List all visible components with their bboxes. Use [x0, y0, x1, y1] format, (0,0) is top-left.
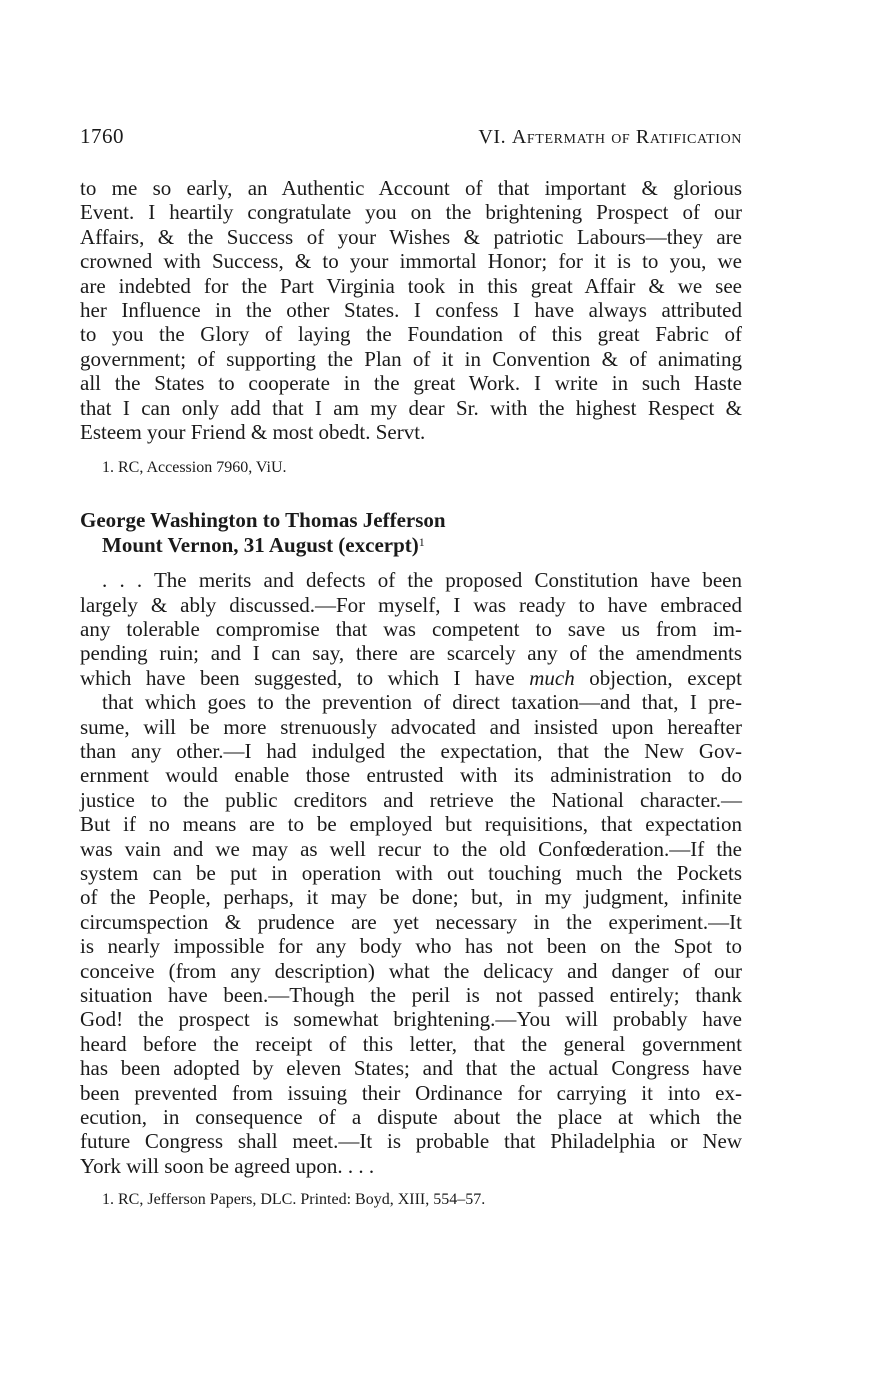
letter-2-heading-place-date [80, 533, 742, 558]
body-line: Esteem your Friend & most obedt. Servt. [80, 419, 426, 444]
letter-2-heading-place-date-text: Mount Vernon, 31 August (excerpt) [102, 533, 419, 558]
running-head [80, 124, 742, 158]
body-line: are indebted for the Part Virginia took in this great Affair & we see [80, 273, 742, 298]
body-line-text: which have been suggested, to which I have [80, 665, 530, 690]
body-line: than any other.—I had indulged the expectation, that the New Gov- [80, 739, 742, 764]
body-line: any tolerable compromise that was competent to save us from im- [80, 617, 742, 642]
body-line: was vain and we may as well recur to the old Confœderation.—If the [80, 836, 742, 861]
body-line: that which goes to the prevention of direct taxation—and that, I pre- [102, 690, 742, 715]
body-line: crowned with Success, & to your immortal Honor; for it is to you, we [80, 249, 742, 274]
letter-2-heading-title: George Washington to Thomas Jefferson [80, 508, 446, 533]
section-numeral: VI. [478, 126, 507, 148]
letter-1-body [80, 176, 742, 444]
letter-2-heading [80, 508, 742, 558]
body-line: is nearly impossible for any body who has not been on the Spot to [80, 934, 742, 959]
body-line: has been adopted by eleven States; and that the actual Congress have [80, 1056, 742, 1081]
body-line: sume, will be more strenuously advocated and insisted upon hereafter [80, 714, 742, 739]
body-line: government; of supporting the Plan of it in Convention & of animating [80, 346, 742, 371]
body-line: But if no means are to be employed but requisitions, that expectation [80, 812, 742, 837]
body-line: her Influence in the other States. I confess I have always attributed [80, 297, 742, 322]
body-line: to me so early, an Authentic Account of that important & glorious [80, 176, 742, 200]
body-line: ecution, in consequence of a dispute about the place at which the [80, 1104, 742, 1129]
letter-2-footnote: 1. RC, Jefferson Papers, DLC. Printed: Boyd, XIII, 554–57. [102, 1191, 486, 1209]
letter-2-body [80, 568, 742, 1178]
body-line: York will soon be agreed upon. . . . [80, 1153, 375, 1178]
body-line: . . . The merits and defects of the proposed Constitution have been [102, 568, 742, 593]
body-line: been prevented from issuing their Ordinance for carrying it into ex- [80, 1080, 742, 1105]
body-line-text: objection, except [574, 665, 742, 690]
body-line [80, 666, 742, 690]
body-line: God! the prospect is somewhat brightening.—You will probably have [80, 1007, 742, 1032]
emphasized-word: much [529, 665, 575, 690]
body-line: of the People, perhaps, it may be done; but, in my judgment, infinite [80, 885, 742, 910]
body-line: pending ruin; and I can say, there are scarcely any of the amendments [80, 641, 742, 666]
body-line: Event. I heartily congratulate you on the brightening Prospect of our [80, 200, 742, 225]
document-page [80, 124, 742, 1210]
body-line: heard before the receipt of this letter, that the general government [80, 1031, 742, 1056]
body-line: future Congress shall meet.—It is probable that Philadelphia or New [80, 1129, 742, 1154]
body-line: ernment would enable those entrusted with its administration to do [80, 763, 742, 788]
footnote-reference: 1 [418, 535, 425, 550]
section-title [478, 126, 742, 149]
body-line: situation have been.—Though the peril is not passed entirely; thank [80, 982, 742, 1007]
section-title-text: Aftermath of Ratification [511, 126, 742, 148]
body-line: system can be put in operation with out touching much the Pockets [80, 860, 742, 885]
body-line: justice to the public creditors and retrieve the National character.— [80, 787, 742, 812]
letter-1-footnote: 1. RC, Accession 7960, ViU. [102, 459, 287, 477]
page-number: 1760 [80, 124, 124, 148]
body-line: largely & ably discussed.—For myself, I was ready to have embraced [80, 592, 742, 617]
body-line: all the States to cooperate in the great Work. I write in such Haste [80, 371, 742, 396]
body-line: conceive (from any description) what the delicacy and danger of our [80, 958, 742, 983]
body-line: circumspection & prudence are yet necessary in the experiment.—It [80, 909, 742, 934]
body-line: that I can only add that I am my dear Sr. with the highest Respect & [80, 395, 742, 420]
body-line: Affairs, & the Success of your Wishes & patriotic Labours—they are [80, 224, 742, 249]
body-line: to you the Glory of laying the Foundation of this great Fabric of [80, 322, 742, 347]
